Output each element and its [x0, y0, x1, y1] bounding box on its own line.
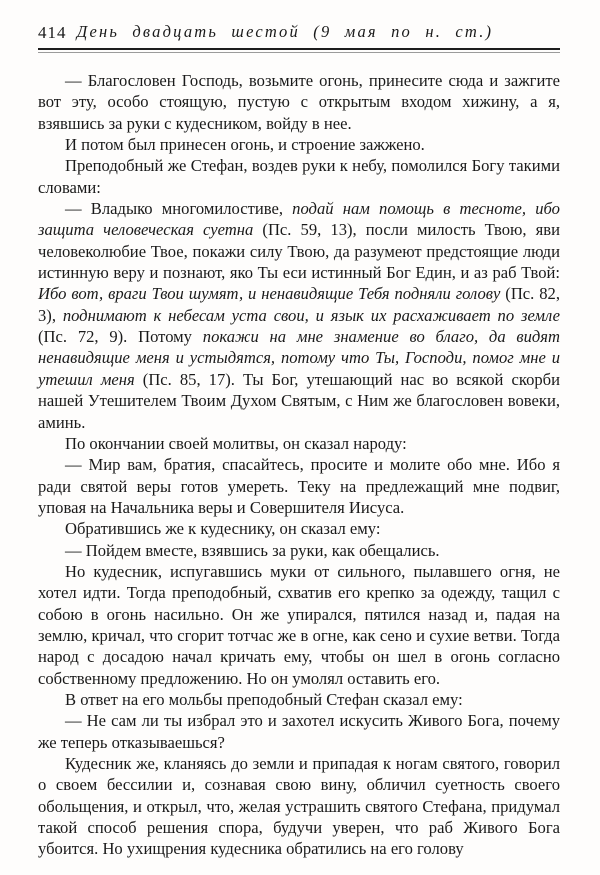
paragraph [38, 433, 560, 454]
text-segment: И потом был принесен огонь, и строение зажжено. [65, 135, 425, 155]
text-segment: Но кудесник, испугавшись муки от сильного, пылавшего огня, не хотел идти. Тогда преподобный, схватив его крепко за одежду, тащил с собою в огонь насильно. Он же упирался, пятился назад и, падая на землю, кричал, что сгорит тотчас же в огне, как сено и сухие ветви. Тогда народ с досадою начал кричать ему, чтобы он шел в огонь согласно собственному предложению. Но он умолял оставить его. [38, 561, 560, 688]
text-segment: Кудесник же, кланяясь до земли и припадая к ногам святого, говорил о своем бессилии и, сознавая свою вину, обличил суетность своего обольщения, и открыл, что, желая устрашить святого Стефана, придумал такой способ решения спора, будучи уверен, что раб Живого Бога убоится. Но ухищрения кудесника обратились на его голову [38, 754, 560, 859]
text-segment: — Не сам ли ты избрал это и захотел искусить Живого Бога, почему же теперь отказываешься? [38, 711, 560, 752]
paragraph [38, 689, 560, 710]
body-text [38, 70, 560, 860]
header-rule [38, 48, 560, 53]
text-segment: — Мир вам, братия, спасайтесь, просите и молите обо мне. Ибо я ради святой веры готов умереть. Теку на предлежащий мне подвиг, уповая на Начальника веры и Совершителя Иисуса. [38, 455, 560, 517]
text-segment: Обратившись же к кудеснику, он сказал ему: [65, 519, 381, 539]
quote-segment: покажи на мне знамение во благо, да видят ненавидящие меня и устыдятся, потому что Ты, Господи, помог мне и утешил меня [38, 327, 561, 389]
paragraph [38, 540, 560, 561]
paragraph [38, 155, 560, 198]
text-segment: — Благословен Господь, возьмите огонь, принесите сюда и зажгите вот эту, особо стоящую, пустую с открытым входом хижину, а я, взявшись за руки с кудесником, войду в нее. [38, 71, 560, 133]
text-segment: (Пс. 82, 3), [38, 284, 561, 325]
text-segment: По окончании своей молитвы, он сказал народу: [65, 433, 407, 453]
quote-segment: Ибо вот, враги Твои шумят, и ненавидящие Тебя подняли голову [38, 284, 501, 304]
text-segment: (Пс. 59, 13), посли милость Твою, яви человеколюбие Твое, покажи силу Твою, да разумеют предстоящие люди истинную веру и познают, яко Ты еси истинный Бог Един, и аз раб Твой: [38, 220, 560, 283]
text-segment: — Владыко многомилостиве, [65, 199, 293, 219]
text-segment: Преподобный же Стефан, воздев руки к небу, помолился Богу такими словами: [38, 156, 560, 197]
text-segment: (Пс. 72, 9). Потому [38, 327, 203, 347]
paragraph [38, 454, 560, 518]
page-number: 414 [38, 23, 67, 42]
text-segment: — Пойдем вместе, взявшись за руки, как обещались. [65, 540, 440, 560]
paragraph [38, 518, 560, 539]
running-head-title: День двадцать шестой (9 мая по н. ст.) [76, 22, 494, 41]
paragraph [38, 134, 560, 155]
running-head [38, 22, 560, 43]
paragraph [38, 70, 560, 134]
paragraph [38, 753, 560, 860]
text-segment: В ответ на его мольбы преподобный Стефан сказал ему: [65, 689, 463, 709]
quote-segment: подай нам помощь в тесноте, ибо защита человеческая суетна [38, 199, 560, 240]
paragraph [38, 561, 560, 689]
text-segment: (Пс. 85, 17). Ты Бог, утешающий нас во всякой скорби нашей Утешителем Твоим Духом Святым, с Ним же благословен вовеки, аминь. [38, 369, 560, 432]
paragraph [38, 198, 560, 433]
quote-segment: поднимают к небесам уста свои, и язык их расхаживает по земле [62, 305, 560, 325]
paragraph [38, 710, 560, 753]
